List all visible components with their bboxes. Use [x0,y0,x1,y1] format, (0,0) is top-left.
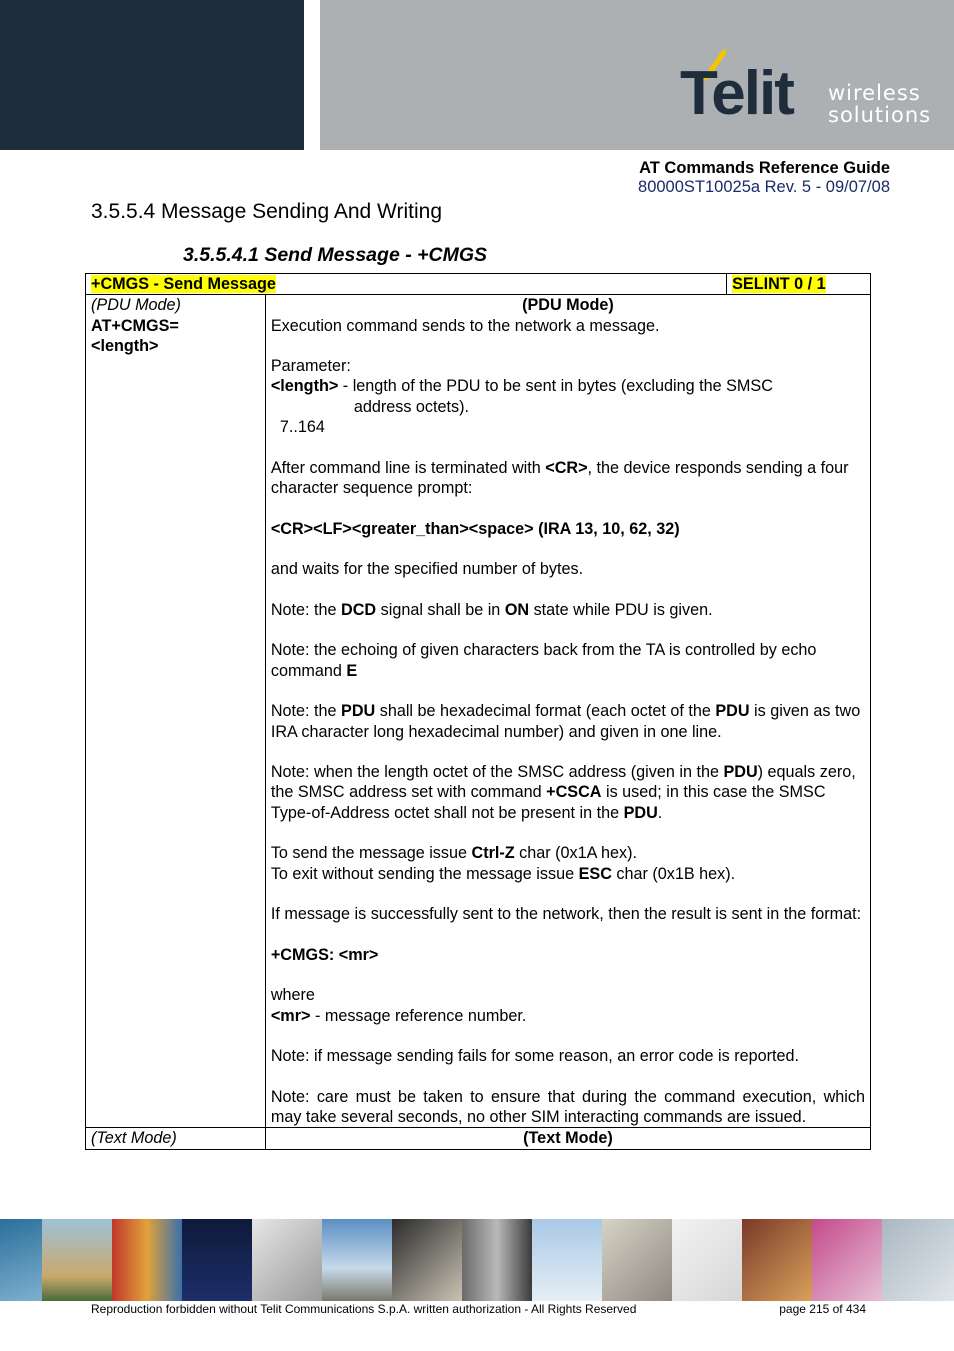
footer-photo [322,1219,392,1301]
smsc-text-g: . [657,803,663,822]
footer-photo [182,1219,252,1301]
exit-text-a: To exit without sending the message issue [270,864,579,883]
footer-photo [252,1219,322,1301]
smsc-text-a: Note: when the length octet of the SMSC address (given in the [270,763,724,782]
dcd-note [271,600,865,620]
exec-description: Execution command sends to the network a message. [270,316,660,335]
smsc-text-c: ) equals zero, the SMSC address set with command [270,763,856,802]
pdu-text-d: PDU [715,702,750,721]
table-row-text [86,1128,871,1149]
length-param-desc: - length of the PDU to be sent in bytes (excluding the SMSC [338,377,773,396]
cmd-syntax-line1: AT+CMGS= [91,316,179,335]
echo-text-a: Note: the echoing of given characters back from the TA is controlled by echo command [270,641,817,680]
footer-photo [602,1219,672,1301]
pdu-description-cell [265,295,870,1128]
after-cr-note [271,458,865,499]
table-header-row [86,274,871,295]
footer-photo [812,1219,882,1301]
mr-param [271,1006,865,1026]
doc-reference: 80000ST10025a Rev. 5 - 09/07/08 [638,178,890,196]
mr-param-desc: - message reference number. [310,1006,527,1025]
command-table [85,273,871,1150]
length-param-desc-cont: address octets). [353,397,470,416]
pdu-syntax-cell [86,295,266,1128]
footer-page-number: page 215 of 434 [779,1302,866,1316]
table-row-pdu [86,295,871,1128]
footer-photo [532,1219,602,1301]
dcd-text-d: ON [504,600,530,619]
header-banner-dark [0,0,304,150]
footer-copyright: Reproduction forbidden without Telit Communications S.p.A. written authorization - All Rights Reserved [91,1302,637,1316]
subsection-title: 3.5.5.4.1 Send Message - +CMGS [183,244,488,266]
smsc-text-d: +CSCA [546,783,602,802]
exit-text-b: ESC [578,864,612,883]
command-name-label: +CMGS - Send Message [91,275,276,293]
send-text-a: To send the message issue [270,844,472,863]
footer-photo [742,1219,812,1301]
footer-photo [0,1219,42,1301]
pdu-text-e: is given as two IRA character long hexadecimal number) and given in one line. [270,702,861,741]
success-note: If message is successfully sent to the network, then the result is sent in the format: [270,905,862,924]
send-note [271,843,865,863]
parameter-label: Parameter: [270,357,351,376]
length-param-name: <length> [270,377,339,396]
dcd-text-a: Note: the [270,600,342,619]
table-header-left [86,274,727,295]
mr-param-name: <mr> [270,1006,311,1025]
after-cr-text-a: After command line is terminated with [270,458,546,477]
waits-note: and waits for the specified number of bytes. [270,560,584,579]
telit-logo [676,48,936,138]
dcd-text-c: signal shall be in [376,600,505,619]
smsc-text-b: PDU [723,763,758,782]
after-cr-text-b: <CR> [545,458,588,477]
prompt-sequence: <CR><LF><greater_than><space> (IRA 13, 10, 62, 32) [270,519,680,538]
smsc-text-e: is used; in this case the SMSC Type-of-Address octet shall not be present in the [270,783,826,822]
pdu-mode-label: (PDU Mode) [91,296,181,315]
pdu-text-b: PDU [341,702,376,721]
smsc-note [271,762,865,823]
logo-tagline-line2: solutions [828,103,932,127]
footer-photo [42,1219,112,1301]
smsc-text-f: PDU [623,803,658,822]
echo-note [271,640,865,681]
dcd-text-b: DCD [341,600,377,619]
send-text-c: char (0x1A hex). [514,844,638,863]
selint-label: SELINT 0 / 1 [732,275,826,293]
echo-text-b: E [346,661,358,680]
logo-tagline [828,82,931,126]
guide-title: AT Commands Reference Guide [639,159,890,177]
logo-brand: Telit [680,59,793,128]
send-text-b: Ctrl-Z [471,844,515,863]
fail-note: Note: if message sending fails for some reason, an error code is reported. [270,1047,800,1066]
text-mode-heading: (Text Mode) [265,1128,870,1149]
where-label: where [270,986,315,1005]
text-mode-label: (Text Mode) [86,1128,266,1149]
table-header-right [727,274,871,295]
length-range: 7..164 [279,418,325,437]
logo-tagline-line1: wireless [828,81,921,105]
result-format: +CMGS: <mr> [270,945,379,964]
footer-photo [672,1219,742,1301]
pdu-mode-heading: (PDU Mode) [522,296,614,315]
footer-photo [392,1219,462,1301]
pdu-format-note [271,701,865,742]
dcd-text-e: state while PDU is given. [529,600,713,619]
after-cr-text-c: , the device responds sending a four character sequence prompt: [270,458,849,497]
footer-photo-strip [0,1219,954,1301]
cmd-syntax-line2: <length> [91,336,159,355]
pdu-text-a: Note: the [270,702,342,721]
footer-photo [112,1219,182,1301]
pdu-text-c: shall be hexadecimal format (each octet of the [375,702,716,721]
footer-photo [882,1219,954,1301]
section-title: 3.5.5.4 Message Sending And Writing [91,200,443,223]
length-param [271,376,865,396]
exit-text-c: char (0x1B hex). [611,864,736,883]
exit-note [271,864,865,884]
footer-photo [462,1219,532,1301]
care-note: Note: care must be taken to ensure that during the command execution, which may take several seconds, no other SIM interacting commands are issued. [270,1087,865,1127]
